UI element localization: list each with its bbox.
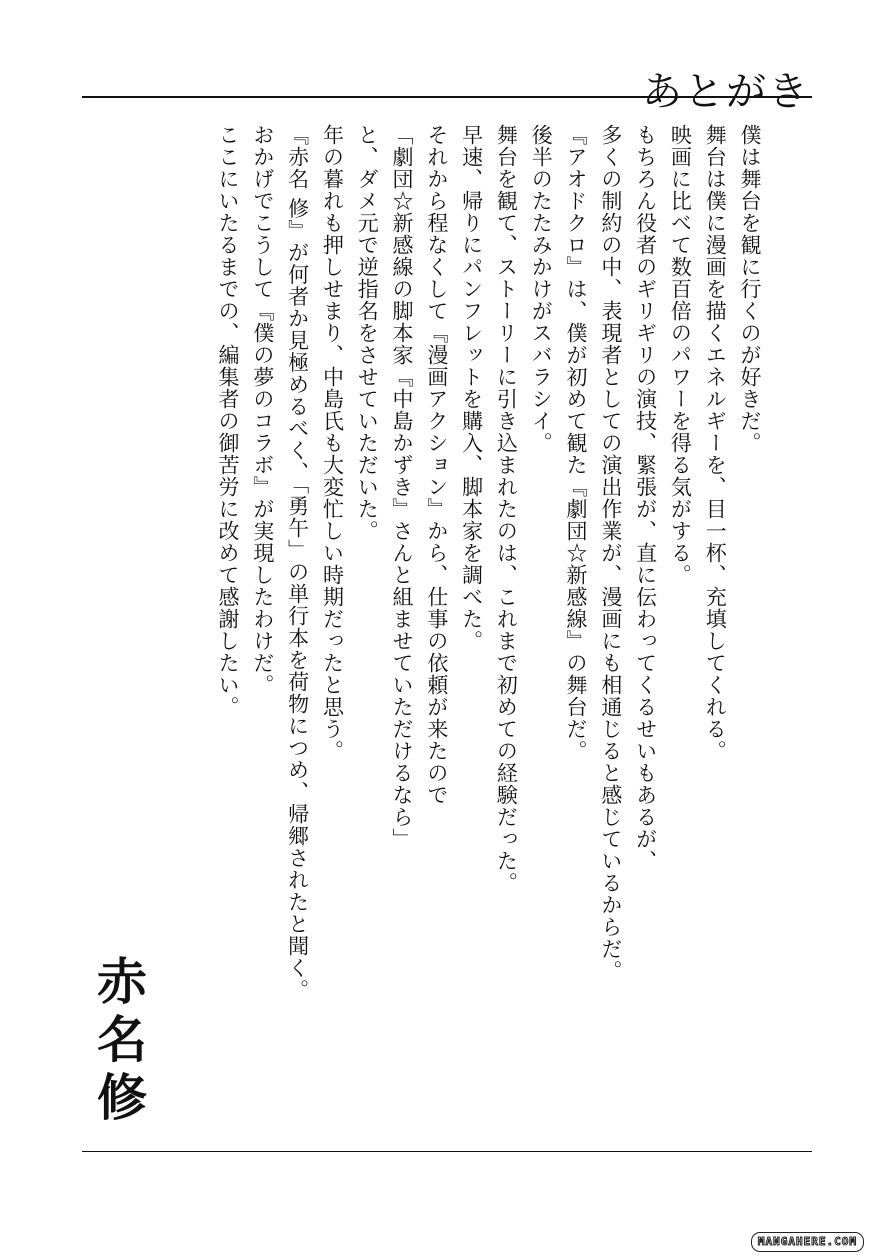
afterword-body bbox=[210, 124, 767, 1002]
body-line: 舞台を観て、ストーリーに引き込まれたのは、これまで初めての経験だった。 bbox=[494, 124, 519, 894]
body-line: と、ダメ元で逆指名をさせていただいた。 bbox=[355, 124, 380, 542]
body-line: 映画に比べて数百倍のパワーを得る気がする。 bbox=[668, 124, 693, 586]
body-line: もちろん役者のギリギリの演技、緊張が、直に伝わってくるせいもあるが、 bbox=[633, 124, 658, 872]
body-line: 多くの制約の中、表現者としての演出作業が、漫画にも相通じると感じているからだ。 bbox=[598, 124, 623, 982]
body-line: 早速、帰りにパンフレットを購入、脚本家を調べた。 bbox=[459, 124, 484, 652]
author-signature: 赤名修 bbox=[89, 955, 147, 1129]
bottom-rule bbox=[82, 1151, 812, 1152]
body-line: 年の暮れも押しせまり、中島氏も大変忙しい時期だったと思う。 bbox=[320, 124, 345, 762]
body-line: それから程なくして『漫画アクション』から、仕事の依頼が来たので bbox=[424, 124, 449, 806]
page-title: あとがき bbox=[642, 68, 810, 115]
body-line: ここにいたるまでの、編集者の御苦労に改めて感謝したい。 bbox=[216, 124, 241, 718]
body-line: 『アオドクロ』は、僕が初めて観た『劇団☆新感線』の舞台だ。 bbox=[564, 124, 589, 762]
body-line: 『赤名 修』が何者か見極めるべく、「勇午」の単行本を荷物につめ、帰郷されたと聞く。 bbox=[285, 124, 310, 1002]
body-line: 舞台は僕に漫画を描くエネルギーを、目一杯、充填してくれる。 bbox=[703, 124, 728, 762]
body-line: おかげでこうして『僕の夢のコラボ』が実現したわけだ。 bbox=[250, 124, 275, 696]
body-line: 僕は舞台を観に行くのが好きだ。 bbox=[738, 124, 762, 454]
title-rule bbox=[82, 96, 812, 98]
site-watermark: MANGAHERE.COM bbox=[751, 1232, 864, 1252]
body-line: 「劇団☆新感線の脚本家『中島かずき』さんと組ませていただけるなら」 bbox=[390, 124, 415, 850]
body-line: 後半のたたみかけがスバラシイ。 bbox=[529, 124, 554, 454]
